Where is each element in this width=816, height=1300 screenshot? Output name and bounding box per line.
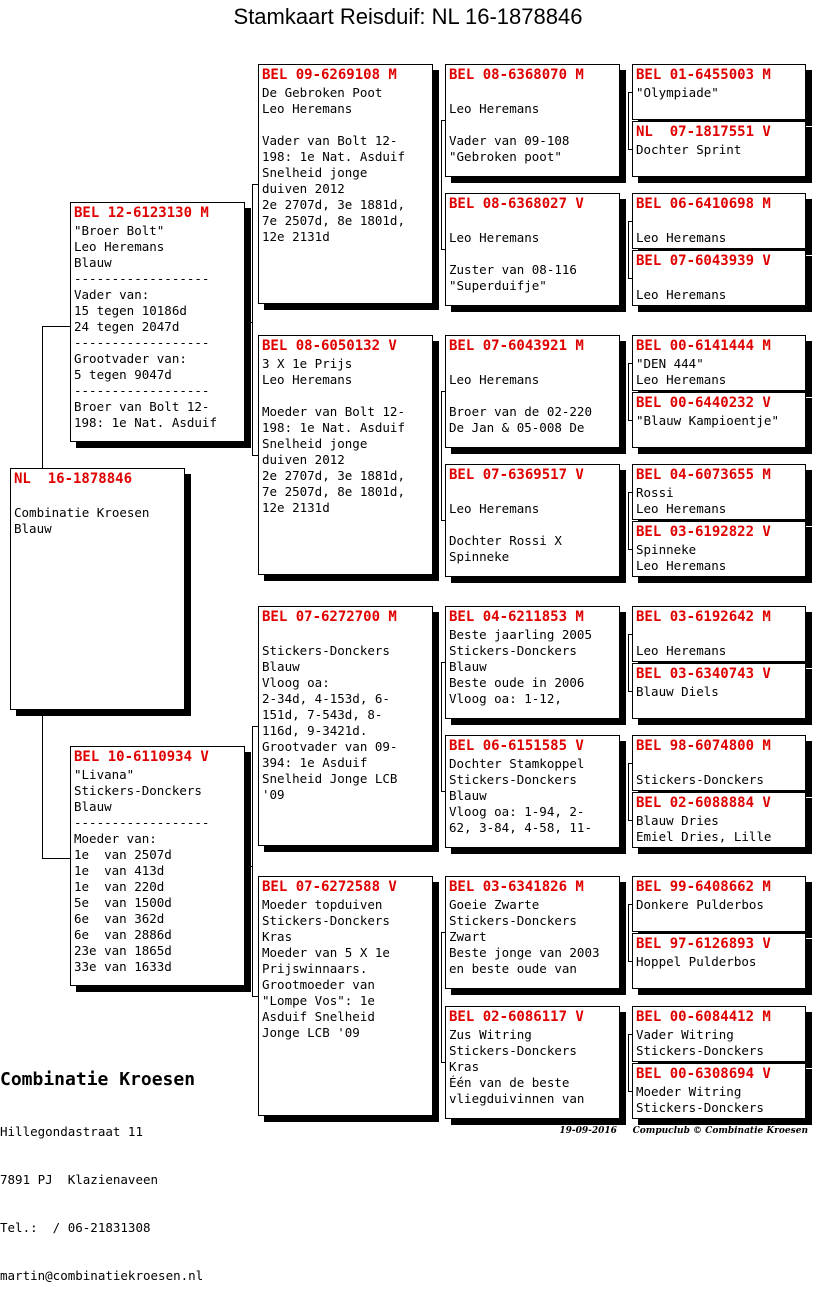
ring-number: BEL 04-6073655 M [636,467,771,483]
info-line: Moeder van: [74,831,157,846]
info-line: 2e 2707d, 3e 1881d, [262,468,405,483]
info-line: Grootmoeder van [262,977,375,992]
info-line: 6e van 2886d [74,927,172,942]
info-line: Leo Heremans [449,230,540,245]
info-line [636,271,802,287]
info-line: 2e 2707d, 3e 1881d, [262,197,405,212]
connector-g4-2 [628,221,629,278]
info-line: 7e 2507d, 8e 1801d, [262,213,405,228]
ring-number: BEL 00-6084412 M [636,1009,771,1025]
info-line: De Jan & 05-008 De [449,420,585,435]
info-line: Kras [449,1059,480,1074]
info-line: Zuster van 08-116 [449,262,577,277]
info-line: 6e van 362d [74,911,165,926]
info-line: Leo Heremans [74,239,165,254]
ring-number: BEL 09-6269108 M [262,67,397,83]
great-grandparent-card-8[interactable] [445,1006,620,1119]
connector-g4-5 [628,634,629,691]
info-line [449,485,616,501]
connector-ggp-4 [441,932,442,1062]
info-line: Stickers-Donckers [449,772,577,787]
ring-number: BEL 07-6369517 V [449,467,584,483]
info-line: Stickers-Donckers [262,913,390,928]
connector-father-grandparents [252,184,253,455]
connector-g4-6 [628,763,629,820]
info-line: Vader van Bolt 12- [262,133,398,148]
info-line: Leo Heremans [449,501,540,516]
gen4-card-3[interactable] [632,193,806,249]
info-line: Één van de beste [449,1075,570,1090]
connector-g4-7 [628,904,629,961]
page-title: Stamkaart Reisduif: NL 16-1878846 [233,4,583,29]
connector-father-h [245,322,252,323]
info-line [449,388,616,404]
connector-g4-8 [628,1034,629,1091]
mother-card[interactable] [70,746,245,986]
info-line: Blauw [449,788,487,803]
info-line: Stickers-Donckers [636,772,764,787]
info-line: 151d, 7-543d, 8- [262,707,383,722]
info-line: "Superduifje" [449,278,547,293]
grandparent-card-2[interactable] [258,335,433,575]
ring-number: BEL 07-6272700 M [262,609,397,625]
info-line: Vader van: [74,287,150,302]
gen4-card-11[interactable] [632,735,806,791]
separator: ------------------ [74,271,210,286]
info-line: Spinneke [449,549,510,564]
connector-g4-1 [628,92,629,149]
gen4-card-1[interactable] [632,64,806,120]
info-line: Snelheid Jonge LCB [262,771,398,786]
info-line: Moeder topduiven [262,897,383,912]
footer [559,1126,808,1136]
info-line: Stickers-Donckers [449,1043,577,1058]
connector-g4-4 [628,492,629,549]
info-line: Broer van de 02-220 [449,404,592,419]
connector-ggp-1 [441,120,442,249]
info-line: Beste jonge van 2003 [449,945,600,960]
info-line: Moeder Witring [636,1084,742,1099]
info-line [262,117,429,133]
connector-g4-3 [628,363,629,420]
separator: ------------------ [74,383,210,398]
info-line: De Gebroken Poot [262,85,383,100]
connector-subject-mother [42,710,43,858]
info-line: Prijswinnaars. [262,961,368,976]
info-line: Vader van 09-108 [449,133,570,148]
info-line [262,627,429,643]
info-line: Grootvader van: [74,351,187,366]
ring-number: BEL 97-6126893 V [636,936,771,952]
info-line: Leo Heremans [636,558,727,573]
owner-email[interactable]: martin@combinatiekroesen.nl [0,1268,204,1283]
info-line: Spinneke [636,542,697,557]
info-line: Vloog oa: 1-12, [449,691,562,706]
info-line: Stickers-Donckers [74,783,202,798]
info-line: 62, 3-84, 4-58, 11- [449,820,592,835]
ring-number: BEL 02-6086117 V [449,1009,584,1025]
owner-phone: Tel.: / 06-21831308 [0,1220,151,1235]
info-line [449,85,616,101]
grandparent-card-1[interactable] [258,64,433,304]
ring-number: BEL 00-6308694 V [636,1066,771,1082]
info-line: Dochter Stamkoppel [449,756,585,771]
ring-number: BEL 07-6043921 M [449,338,584,354]
gen4-card-14[interactable] [632,933,806,989]
info-line: Zwart [449,929,487,944]
info-line: Moeder van Bolt 12- [262,404,405,419]
info-line: Leo Heremans [262,101,353,116]
info-line: 23e van 1865d [74,943,172,958]
ring-number: BEL 08-6368027 V [449,196,584,212]
great-grandparent-card-4[interactable] [445,464,620,577]
info-line: Dochter Sprint [636,142,742,157]
info-line: Vader Witring [636,1027,734,1042]
info-line: Goeie Zwarte [449,897,540,912]
info-line: Hoppel Pulderbos [636,954,757,969]
owner-name: Combinatie Kroesen [0,1069,196,1090]
gen4-card-12[interactable] [632,792,806,848]
info-line: Dochter Rossi X [449,533,562,548]
info-line: Moeder van 5 X 1e [262,945,390,960]
ring-number: BEL 07-6043939 V [636,253,771,269]
ring-number: BEL 06-6410698 M [636,196,771,212]
info-line: Stickers-Donckers [449,913,577,928]
info-line: "Gebroken poot" [449,149,562,164]
gen4-card-2[interactable] [632,121,806,177]
grandparent-card-4[interactable] [258,876,433,1116]
ring-number: BEL 08-6368070 M [449,67,584,83]
info-line: 116d, 9-3421d. [262,723,368,738]
ring-number: BEL 00-6440232 V [636,395,771,411]
info-line [449,117,616,133]
info-line: "Olympiade" [636,85,719,100]
info-line: Jonge LCB '09 [262,1025,360,1040]
info-line: Beste jaarling 2005 [449,627,592,642]
ring-number: BEL 03-6192822 V [636,524,771,540]
info-line: 198: 1e Nat. Asduif [262,149,405,164]
owner-block [0,1036,260,1300]
gen4-card-15[interactable] [632,1006,806,1062]
great-grandparent-card-7[interactable] [445,876,620,989]
great-grandparent-card-2[interactable] [445,193,620,306]
info-line: "Blauw Kampioentje" [636,413,779,428]
owner-street: Hillegondastraat 11 [0,1124,143,1139]
info-line [636,756,802,772]
ring-number: BEL 12-6123130 M [74,205,209,221]
great-grandparent-card-5[interactable] [445,606,620,719]
gen4-card-7[interactable] [632,464,806,520]
info-line: 198: 1e Nat. Asduif [262,420,405,435]
gen4-card-10[interactable] [632,663,806,719]
info-line: 1e van 413d [74,863,165,878]
info-line: "Livana" [74,767,135,782]
great-grandparent-card-3[interactable] [445,335,620,448]
ring-number: BEL 07-6272588 V [262,879,397,895]
info-line: 198: 1e Nat. Asduif [74,415,217,430]
info-line: 3 X 1e Prijs [262,356,353,371]
info-line: 5e van 1500d [74,895,172,910]
info-line: Leo Heremans [636,372,727,387]
info-line: duiven 2012 [262,181,345,196]
info-line: Blauw Diels [636,684,719,699]
info-line: Leo Heremans [636,501,727,516]
connector-subject-father [42,326,43,468]
info-line: Leo Heremans [636,287,727,302]
ring-number: BEL 02-6088884 V [636,795,771,811]
info-line: vliegduivinnen van [449,1091,585,1106]
info-line: 7e 2507d, 8e 1801d, [262,484,405,499]
info-line: Leo Heremans [449,372,540,387]
connector-subject-father-h [42,326,70,327]
info-line: Blauw Dries [636,813,719,828]
info-line: "DEN 444" [636,356,704,371]
info-line: Blauw [449,659,487,674]
info-line: Broer van Bolt 12- [74,399,210,414]
info-line: Zus Witring [449,1027,532,1042]
separator: ------------------ [74,335,210,350]
ring-number: BEL 01-6455003 M [636,67,771,83]
ring-number: BEL 99-6408662 M [636,879,771,895]
footer-date: 19-09-2016 [559,1126,617,1136]
info-line: Vloog oa: [262,675,330,690]
info-line: 1e van 2507d [74,847,172,862]
info-line [449,214,616,230]
ring-number: BEL 03-6341826 M [449,879,584,895]
ring-number: BEL 03-6340743 V [636,666,771,682]
grandparent-card-3[interactable] [258,606,433,846]
connector-ggp-3 [441,662,442,791]
info-line: Combinatie Kroesen [14,505,150,520]
info-line: Snelheid jonge [262,436,368,451]
info-line: Stickers-Donckers [636,1100,764,1115]
gen4-card-5[interactable] [632,335,806,391]
info-line: Leo Heremans [449,101,540,116]
info-line: Blauw [14,521,52,536]
info-line [262,388,429,404]
connector-mother-grandparents [252,726,253,996]
ring-number: BEL 00-6141444 M [636,338,771,354]
father-card[interactable] [70,202,245,442]
info-line: Rossi [636,485,674,500]
owner-city: 7891 PJ Klazienaveen [0,1172,159,1187]
info-line [449,356,616,372]
connector-mother-h [245,866,252,867]
great-grandparent-card-6[interactable] [445,735,620,848]
info-line: Asduif Snelheid [262,1009,375,1024]
info-line: Snelheid jonge [262,165,368,180]
ring-number: NL 07-1817551 V [636,124,771,140]
info-line [449,246,616,262]
info-line: Leo Heremans [262,372,353,387]
info-line: en beste oude van [449,961,577,976]
info-line: 5 tegen 9047d [74,367,172,382]
info-line [636,214,802,230]
ring-number: BEL 98-6074800 M [636,738,771,754]
info-line [636,627,802,643]
gen4-card-8[interactable] [632,521,806,577]
info-line: "Broer Bolt" [74,223,165,238]
info-line: 12e 2131d [262,229,330,244]
ring-number: BEL 10-6110934 V [74,749,209,765]
info-line: Kras [262,929,293,944]
info-line: Beste oude in 2006 [449,675,585,690]
info-line: Emiel Dries, Lille [636,829,772,844]
info-line: 12e 2131d [262,500,330,515]
info-line: 2-34d, 4-153d, 6- [262,691,390,706]
footer-credit: Compuclub © Combinatie Kroesen [632,1126,808,1136]
info-line: "Lompe Vos": 1e [262,993,375,1008]
info-line [449,517,616,533]
info-line: Stickers-Donckers [449,643,577,658]
info-line: 394: 1e Asduif [262,755,368,770]
info-line: 1e van 220d [74,879,165,894]
ring-number: BEL 03-6192642 M [636,609,771,625]
info-line [14,489,181,505]
info-line: Vloog oa: 1-94, 2- [449,804,585,819]
info-line: Blauw [262,659,300,674]
subject-card[interactable] [10,468,185,710]
gen4-card-16[interactable] [632,1063,806,1119]
ring-number: BEL 06-6151585 V [449,738,584,754]
gen4-card-13[interactable] [632,876,806,932]
info-line: Blauw [74,799,112,814]
ring-number: NL 16-1878846 [14,471,133,487]
info-line: Stickers-Donckers [262,643,390,658]
connector-subject-mother-h [42,858,70,859]
info-line: Blauw [74,255,112,270]
info-line: 24 tegen 2047d [74,319,180,334]
info-line: duiven 2012 [262,452,345,467]
info-line: Donkere Pulderbos [636,897,764,912]
separator: ------------------ [74,815,210,830]
info-line: '09 [262,787,285,802]
info-line: Leo Heremans [636,230,727,245]
gen4-card-4[interactable] [632,250,806,306]
great-grandparent-card-1[interactable] [445,64,620,177]
info-line: Grootvader van 09- [262,739,398,754]
info-line: Leo Heremans [636,643,727,658]
ring-number: BEL 04-6211853 M [449,609,584,625]
info-line: 33e van 1633d [74,959,172,974]
info-line: 15 tegen 10186d [74,303,187,318]
info-line: Stickers-Donckers [636,1043,764,1058]
gen4-card-6[interactable] [632,392,806,448]
connector-ggp-2 [441,391,442,520]
ring-number: BEL 08-6050132 V [262,338,397,354]
gen4-card-9[interactable] [632,606,806,662]
